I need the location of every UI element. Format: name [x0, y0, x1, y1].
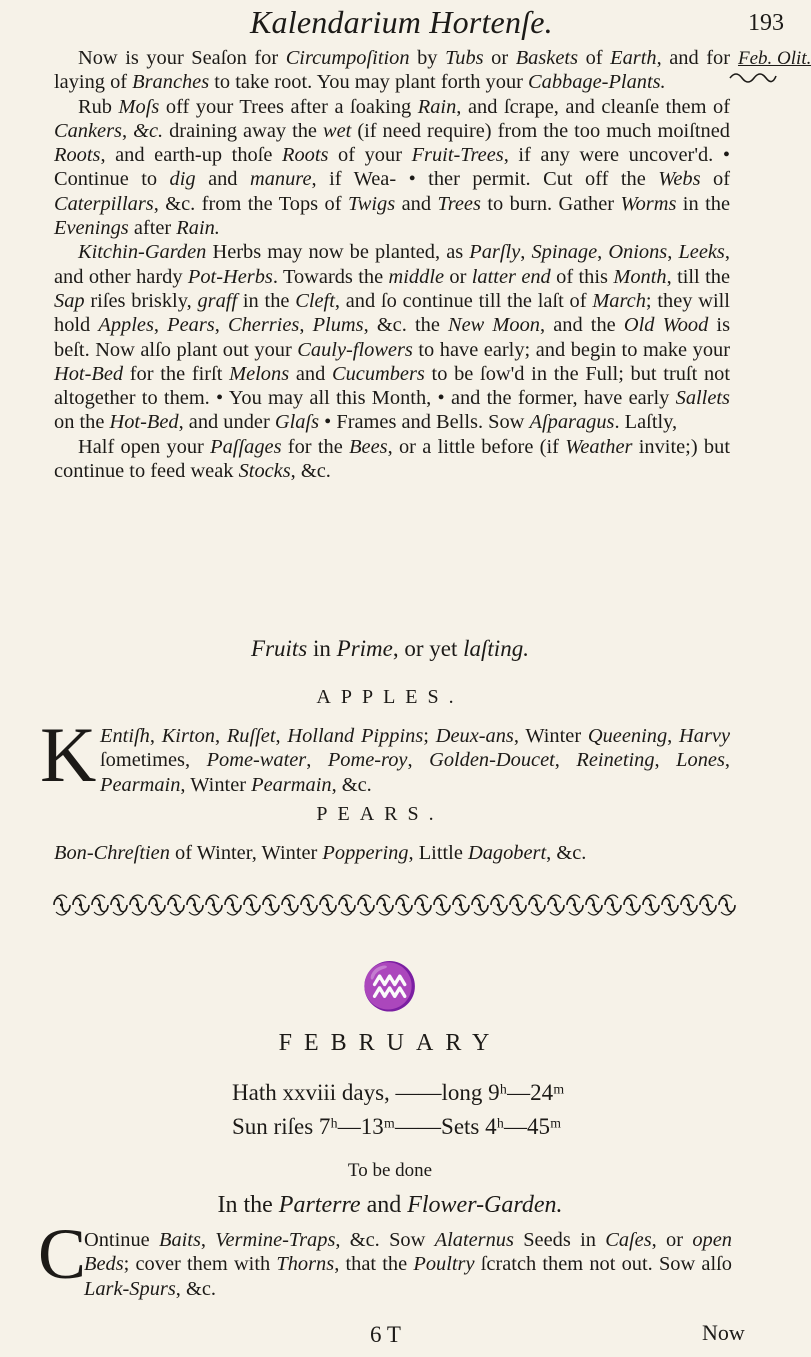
italic-run: Glaſs: [274, 411, 320, 434]
italic-run: Evenings: [54, 217, 129, 240]
italic-run: Reineting: [576, 749, 655, 772]
italic-run: March: [592, 289, 646, 312]
text-run: on the: [54, 411, 110, 434]
text-run: ,: [667, 725, 680, 747]
italic-run: Cankers: [54, 119, 122, 142]
text-run: , &c.: [546, 842, 587, 864]
text-run: , or a little before (if: [387, 435, 566, 458]
italic-run: Golden-Doucet: [429, 749, 555, 772]
text-run: after: [128, 217, 177, 240]
text-run: Now is your Seaſon for: [78, 47, 286, 69]
italic-run: Poppering: [322, 842, 409, 864]
italic-run: Bon-Chreſtien: [54, 842, 170, 864]
month-heading: FEBRUARY: [278, 1030, 502, 1056]
parterre-heading: In the Parterre and Flower-Garden.: [217, 1192, 563, 1218]
text-run: of: [700, 168, 730, 191]
text-run: of your: [328, 144, 412, 167]
sun-line: Sun riſes 7ʰ—13ᵐ——Sets 4ʰ—45ᵐ: [232, 1114, 562, 1139]
italic-run: Spinage: [531, 241, 598, 264]
text-run: and: [395, 192, 438, 215]
text-run: , till the: [666, 265, 731, 288]
italic-run: Cabbage-Plants.: [528, 71, 666, 94]
italic-run: Entiſh: [100, 725, 150, 747]
italic-run: Alaternus: [434, 1229, 514, 1251]
text-run: . Towards the: [272, 265, 389, 288]
paragraph-bees: [54, 435, 730, 484]
italic-run: Thorns: [276, 1253, 335, 1276]
text-run: , Winter: [180, 773, 252, 796]
text-run: , Winter: [513, 725, 588, 747]
italic-run: Bees: [349, 435, 388, 458]
italic-run: Holland Pippins: [287, 725, 424, 747]
text-run: . Laſtly,: [614, 411, 678, 434]
text-run: (if need require) from the too much moiſtned: [351, 119, 730, 142]
days-line: Hath xxviii days, ——long 9ʰ—24ᵐ: [232, 1080, 565, 1105]
italic-run: Twigs: [347, 192, 396, 215]
text-run: , and for laying of: [54, 47, 731, 94]
italic-run: Melons: [229, 362, 290, 385]
text-run: , &c.: [331, 773, 372, 796]
italic-run: wet: [322, 119, 352, 142]
text-run: ,: [667, 241, 679, 264]
text-run: invite;) but continue to feed weak: [54, 435, 730, 483]
aquarius-sign-icon: ♒: [361, 961, 419, 1012]
italic-run: Pears: [167, 314, 215, 337]
text-run: in the: [676, 192, 731, 215]
italic-run: Leeks: [678, 241, 725, 264]
text-run: , and under: [178, 411, 275, 434]
italic-run: graff: [197, 289, 238, 312]
italic-run: Moſs: [118, 95, 160, 118]
text-run: Rub: [78, 95, 119, 118]
italic-run: Earth: [610, 47, 657, 69]
italic-run: Weather: [565, 435, 633, 458]
italic-run: Cucumbers: [331, 362, 425, 385]
text-run: • Frames and Bells. Sow: [319, 411, 530, 434]
text-run: ſometimes,: [100, 749, 207, 772]
text-run: ,: [214, 725, 227, 747]
text-run: ,: [724, 749, 730, 772]
text-run: for the: [281, 435, 350, 458]
italic-run: Caſes: [605, 1229, 652, 1251]
text-run: ,: [149, 725, 162, 747]
text-run: is beſt. Now alſo plant out your: [54, 314, 731, 361]
italic-run: manure: [249, 168, 312, 191]
text-run: Herbs may now be planted, as: [206, 241, 470, 264]
text-run: ; they will hold: [54, 289, 730, 337]
text-run: ,: [306, 749, 328, 772]
italic-run: Baits: [158, 1229, 201, 1251]
text-run: to be ſow'd in the Full; but truſt not altogether to them. • You may all this Month, • and the former, have early: [54, 362, 731, 410]
italic-run: Kirton: [161, 725, 215, 747]
text-run: , if Wea- • ther permit. Cut off the: [311, 168, 659, 191]
italic-run: Rain.: [176, 217, 220, 240]
text-run: , &c.: [175, 1277, 216, 1300]
italic-run: Sallets: [675, 387, 730, 410]
text-run: Seeds in: [513, 1229, 606, 1251]
italic-run: Roots: [282, 144, 329, 167]
italic-run: Hot-Bed: [109, 411, 179, 434]
text-run: ,: [407, 749, 430, 772]
text-run: , and the: [539, 314, 624, 337]
margin-note: Feb. Olit.: [738, 48, 811, 69]
text-run: ,: [275, 725, 288, 747]
italic-run: Vermine-Traps: [215, 1229, 336, 1251]
italic-run: Caterpillars: [54, 192, 154, 215]
text-run: Half open your: [78, 435, 211, 458]
text-run: off your Trees after a ſoaking: [159, 95, 418, 118]
text-run: , and ſo continue till the laſt of: [334, 289, 593, 312]
italic-run: Paſſages: [210, 435, 282, 458]
text-run: in the: [237, 289, 296, 312]
italic-run: Old Wood: [623, 314, 709, 337]
italic-run: Roots: [54, 144, 101, 167]
text-run: ,: [299, 314, 313, 337]
italic-run: Tubs: [445, 47, 484, 69]
paragraph-circumposition: [54, 46, 730, 95]
pears-text: [54, 842, 730, 865]
italic-run: Lones: [676, 749, 725, 772]
todo-label: To be done: [347, 1160, 433, 1181]
january-text: [54, 46, 730, 483]
italic-run: Apples: [98, 314, 154, 337]
italic-run: middle: [388, 265, 445, 288]
text-run: ſcratch them not out. Sow alſo: [474, 1253, 732, 1276]
text-run: , that the: [334, 1253, 414, 1276]
italic-run: Aſparagus: [529, 411, 615, 434]
text-run: and: [289, 362, 332, 385]
italic-run: dig: [169, 168, 196, 191]
text-run: to have early; and begin to make your: [412, 338, 731, 361]
italic-run: Webs: [658, 168, 701, 191]
italic-run: &c.: [133, 119, 164, 142]
italic-run: Cleft: [295, 289, 335, 312]
running-title: Kalendarium Hortenſe.: [250, 4, 553, 40]
text-run: , or: [651, 1229, 693, 1251]
italic-run: Fruit-Trees: [411, 144, 504, 167]
italic-run: Cauly-flowers: [297, 338, 413, 361]
italic-run: Ruſſet: [226, 725, 276, 747]
text-run: Ontinue: [84, 1229, 159, 1251]
text-run: ,: [200, 1229, 216, 1251]
text-run: ,: [520, 241, 532, 264]
february-dropcap: C: [38, 1214, 87, 1294]
italic-run: Baskets: [515, 47, 579, 69]
italic-run: Worms: [620, 192, 677, 215]
running-head: [0, 2, 800, 46]
apples-dropcap: K: [40, 711, 97, 798]
italic-run: Month: [613, 265, 667, 288]
text-run: and: [195, 168, 250, 191]
text-run: , &c.: [290, 460, 331, 483]
text-run: , Little: [408, 842, 468, 864]
italic-run: Rain: [417, 95, 457, 118]
ornament-border: [52, 892, 736, 918]
italic-run: Onions: [608, 241, 668, 264]
fruits-heading: Fruits in Prime, or yet laſting.: [251, 636, 529, 661]
italic-run: Pearmain: [251, 773, 332, 796]
italic-run: Harvy: [679, 725, 730, 747]
italic-run: New Moon: [448, 314, 540, 337]
text-run: , &c. Sow: [335, 1229, 435, 1251]
text-run: of this: [550, 265, 614, 288]
italic-run: Poultry: [413, 1253, 475, 1276]
aquarius-wave-icon: [728, 70, 778, 82]
apples-heading: APPLES.: [316, 686, 464, 708]
italic-run: Circumpoſition: [285, 47, 410, 69]
text-run: of: [578, 47, 611, 69]
text-run: ,: [554, 749, 577, 772]
text-run: , and ſcrape, and cleanſe them of: [456, 95, 730, 118]
february-text: [84, 1228, 732, 1301]
italic-run: Sap: [54, 289, 85, 312]
italic-run: Queening: [587, 725, 668, 747]
text-run: , &c. the: [363, 314, 449, 337]
text-run: to burn. Gather: [480, 192, 621, 215]
signature-mark: 6 T: [370, 1322, 401, 1347]
italic-run: Parſly: [469, 241, 521, 264]
page-number: 193: [748, 10, 784, 36]
italic-run: open Beds: [84, 1229, 732, 1276]
italic-run: Trees: [437, 192, 481, 215]
text-run: draining away the: [163, 119, 323, 142]
text-run: ,: [214, 314, 228, 337]
italic-run: Pome-water: [206, 749, 307, 772]
text-run: or: [444, 265, 472, 288]
text-run: ,: [597, 241, 609, 264]
pears-heading: PEARS.: [316, 803, 444, 825]
text-run: to take root. You may plant forth your: [209, 71, 529, 94]
text-run: of Winter, Winter: [169, 842, 323, 864]
italic-run: Kitchin-Garden: [78, 241, 207, 264]
text-run: , and other hardy: [54, 241, 730, 288]
text-run: , if any were uncover'd. • Continue to: [54, 144, 730, 191]
text-run: ,: [654, 749, 677, 772]
italic-run: Deux-ans: [435, 725, 514, 747]
text-run: riſes briskly,: [84, 289, 198, 312]
paragraph-kitchin-garden: [54, 240, 730, 434]
italic-run: latter end: [471, 265, 551, 288]
text-run: ;: [423, 725, 436, 747]
text-run: ; cover them with: [123, 1253, 277, 1276]
italic-run: Pearmain: [100, 773, 181, 796]
italic-run: Pot-Herbs: [187, 265, 273, 288]
italic-run: Branches: [132, 71, 210, 94]
italic-run: Dagobert: [467, 842, 547, 864]
italic-run: Lark-Spurs: [84, 1277, 176, 1300]
italic-run: Plums: [312, 314, 364, 337]
catchword: Now: [702, 1320, 745, 1345]
italic-run: Pome-roy: [327, 749, 408, 772]
italic-run: Stocks: [238, 460, 291, 483]
italic-run: Hot-Bed: [54, 362, 124, 385]
text-run: for the firſt: [123, 362, 230, 385]
paragraph-mosses: [54, 95, 730, 241]
text-run: , and earth-up thoſe: [100, 144, 283, 167]
apples-text: [100, 724, 730, 797]
text-run: by: [409, 47, 446, 69]
italic-run: Cherries: [227, 314, 300, 337]
text-run: or: [483, 47, 516, 69]
text-run: ,: [153, 314, 168, 337]
text-run: , &c. from the Tops of: [153, 192, 348, 215]
text-run: ,: [121, 119, 134, 142]
